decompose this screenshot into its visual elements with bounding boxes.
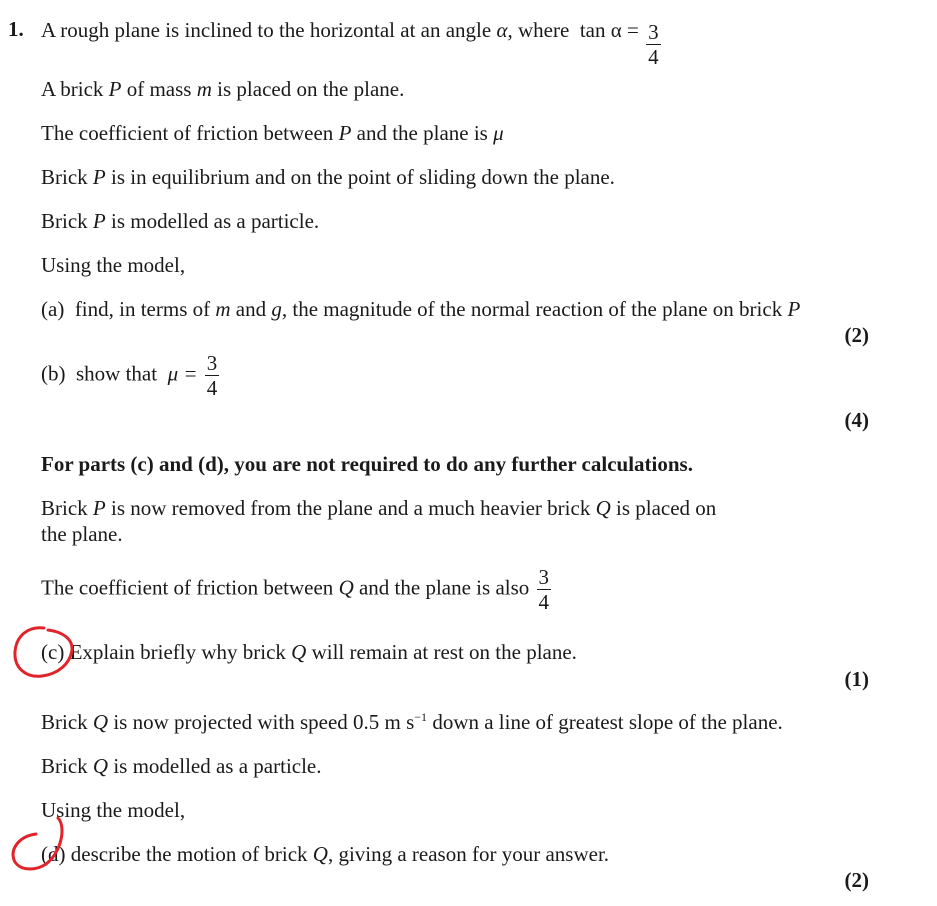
- tan-alpha-expr: tan α =: [579, 18, 639, 42]
- tan-fraction: $\frac{3}{4}$: [648, 20, 659, 70]
- question-number: 1.: [8, 17, 24, 41]
- equilibrium-line: Brick P is in equilibrium and on the point of sliding down the plane.: [41, 165, 615, 189]
- part-b-marks: (4): [844, 408, 869, 432]
- using-model-line-2: Using the model,: [41, 798, 186, 822]
- question-intro: A rough plane is inclined to the horizontal at an angle α, where tan α = $\frac{3}{4}$: [41, 18, 659, 70]
- part-b: (b) show that μ = $\frac{3}{4}$: [41, 351, 218, 401]
- brick-removed-line-2: the plane.: [41, 522, 123, 546]
- part-c-marks: (1): [844, 667, 869, 691]
- brick-p-mass-line: A brick P of mass m is placed on the plane.: [41, 77, 405, 101]
- part-c: (c) Explain briefly why brick Q will remain at rest on the plane.: [41, 640, 577, 664]
- part-d-marks: (2): [844, 868, 869, 892]
- projected-line: Brick Q is now projected with speed 0.5 m $s^{-1}$ down a line of greatest slope of the plane.: [41, 710, 783, 734]
- using-model-line: Using the model,: [41, 253, 186, 277]
- instruction-cd: For parts (c) and (d), you are not required to do any further calculations.: [41, 452, 693, 476]
- q-friction-line: The coefficient of friction between Q and the plane is also $\frac{3}{4}$: [41, 565, 550, 615]
- particle-line-p: Brick P is modelled as a particle.: [41, 209, 320, 233]
- part-a: (a) find, in terms of m and g, the magnitude of the normal reaction of the plane on brick P: [41, 297, 801, 321]
- particle-line-q: Brick Q is modelled as a particle.: [41, 754, 322, 778]
- part-b-fraction: $\frac{3}{4}$: [206, 351, 218, 401]
- friction-line: The coefficient of friction between P and the plane is μ: [41, 121, 504, 145]
- part-a-marks: (2): [844, 323, 869, 347]
- brick-removed-line-1: Brick P is now removed from the plane and a much heavier brick Q is placed on: [41, 496, 717, 520]
- part-d: (d) describe the motion of brick Q, giving a reason for your answer.: [41, 842, 610, 866]
- q-friction-fraction: $\frac{3}{4}$: [538, 565, 550, 615]
